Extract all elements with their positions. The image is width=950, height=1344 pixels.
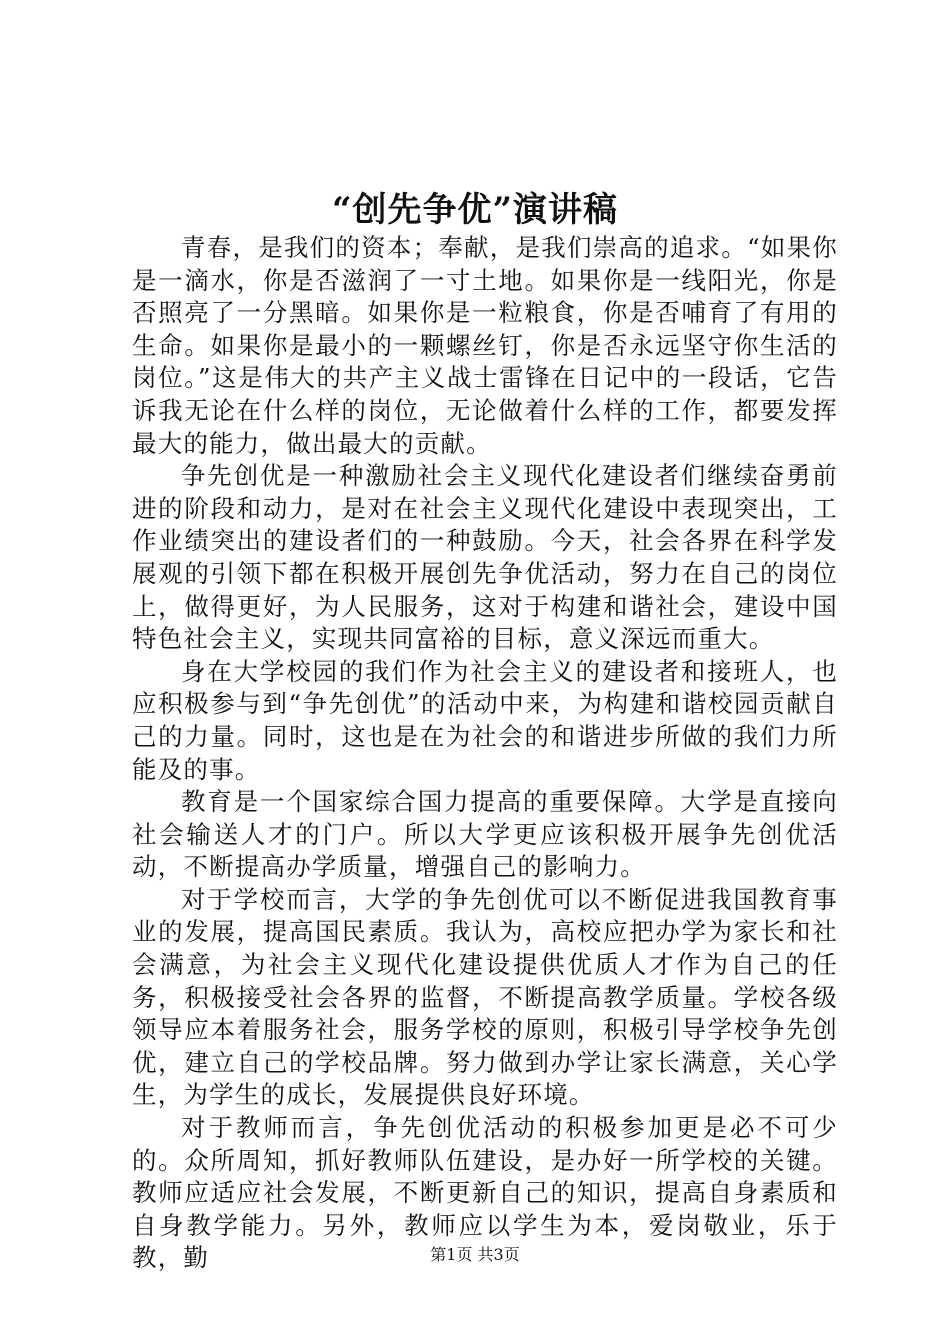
page-title: “创先争优”演讲稿 [331,190,619,230]
paragraph: 对于学校而言，大学的争先创优可以不断促进我国教育事业的发展，提高国民素质。我认为，高校应把办学为家长和社会满意，为社会主义现代化建设提供优质人才作为自己的任务，积极接受社会各界的监督，不断提高教学质量。学校各级领导应本着服务社会，服务学校的原则，积极引导学校争先创优，建立自己的学校品牌。努力做到办学让家长满意，关心学生，为学生的成长，发展提供良好环境。 [132,884,838,1110]
paragraph: 对于教师而言，争先创优活动的积极参加更是必不可少的。众所周知，抓好教师队伍建设，是办好一所学校的关键。教师应适应社会发展，不断更新自己的知识，提高自身素质和自身教学能力。另外，教师应以学生为本，爱岗敬业，乐于教，勤 [132,1113,838,1273]
document-body [132,232,838,1275]
paragraph: 青春，是我们的资本；奉献，是我们崇高的追求。“如果你是一滴水，你是否滋润了一寸土地。如果你是一线阳光，你是否照亮了一分黑暗。如果你是一粒粮食，你是否哺育了有用的生命。如果你是最小的一颗螺丝钉，你是否永远坚守你生活的岗位。”这是伟大的共产主义战士雷锋在日记中的一段话，它告诉我无论在什么样的岗位，无论做着什么样的工作，都要发挥最大的能力，做出最大的贡献。 [132,233,838,458]
paragraph: 身在大学校园的我们作为社会主义的建设者和接班人，也应积极参与到“争先创优”的活动中来，为构建和谐校园贡献自己的力量。同时，这也是在为社会的和谐进步所做的我们力所能及的事。 [132,656,838,784]
paragraph: 教育是一个国家综合国力提高的重要保障。大学是直接向社会输送人才的门户。所以大学更应该积极开展争先创优活动，不断提高办学质量，增强自己的影响力。 [132,787,838,882]
paragraph: 争先创优是一种激励社会主义现代化建设者们继续奋勇前进的阶段和动力，是对在社会主义现代化建设中表现突出，工作业绩突出的建设者们的一种鼓励。今天，社会各界在科学发展观的引领下都在积极开展创先争优活动，努力在自己的岗位上，做得更好，为人民服务，这对于构建和谐社会，建设中国特色社会主义，实现共同富裕的目标，意义深远而重大。 [132,461,838,654]
page-number-footer: 第1页 共3页 [430,1245,520,1264]
